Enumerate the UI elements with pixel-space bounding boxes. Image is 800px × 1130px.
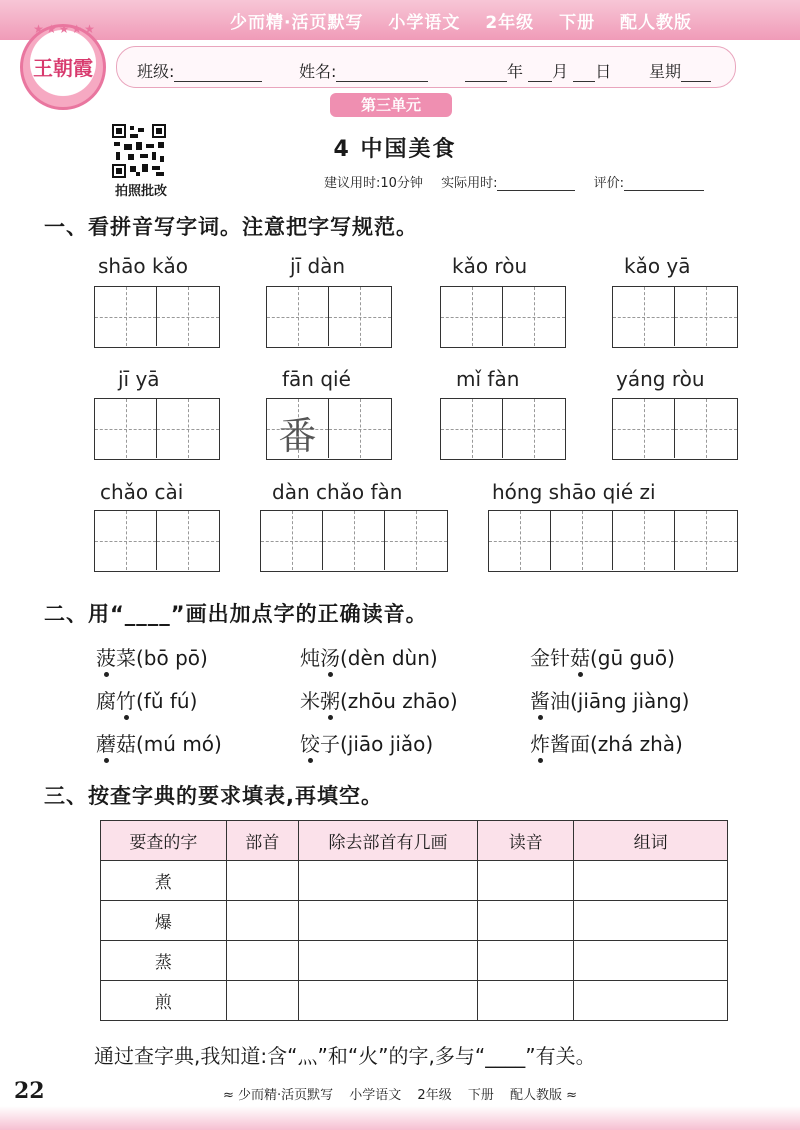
grid-cell[interactable] (261, 511, 323, 570)
grid-cell[interactable] (613, 287, 675, 346)
table-row (101, 861, 728, 901)
table-header: 部首 (226, 821, 298, 861)
name-field[interactable] (299, 59, 428, 82)
series-part: 下册 (559, 13, 596, 33)
date-field[interactable] (465, 59, 611, 82)
lesson-title: 4 中国美食 (333, 137, 457, 162)
footer-part: 配人教版 ≈ (510, 1088, 578, 1103)
reading-item[interactable] (300, 642, 438, 671)
lookup-character: 煮 (101, 861, 227, 901)
grid-cell[interactable] (157, 511, 219, 570)
answer-cell[interactable] (298, 981, 478, 1021)
grid-cell[interactable] (267, 287, 329, 346)
day-label: 日 (595, 62, 612, 81)
grid-cell[interactable] (613, 399, 675, 458)
grid-cell[interactable] (503, 287, 565, 346)
section2-title: 二、用“____”画出加点字的正确读音。 (44, 602, 428, 626)
word-part: 菜(bō pō) (116, 646, 208, 670)
word-part: (gū guō) (590, 646, 675, 670)
answer-cell[interactable] (226, 901, 298, 941)
section3-title: 三、按查字典的要求填表,再填空。 (44, 784, 383, 808)
pinyin-label: fān qié (282, 367, 351, 391)
dotted-character: 粥 (320, 685, 340, 714)
fill-in-sentence[interactable]: 通过查字典,我知道:含“灬”和“火”的字,多与“____”有关。 (94, 1044, 596, 1068)
grid-cell[interactable] (675, 511, 737, 570)
pinyin-label: mǐ fàn (456, 367, 520, 391)
grid-cell[interactable] (385, 511, 447, 570)
dotted-character: 饺 (300, 728, 320, 757)
grid-cell[interactable] (95, 287, 157, 346)
page-number: 22 (14, 1078, 45, 1104)
footer-part: 小学语文 (349, 1088, 402, 1103)
answer-cell[interactable] (574, 941, 728, 981)
year-label: 年 (507, 62, 524, 81)
time-row (324, 172, 704, 191)
word-part: 菇(mú mó) (116, 732, 222, 756)
lookup-character: 煎 (101, 981, 227, 1021)
answer-cell[interactable] (226, 861, 298, 901)
reading-item[interactable] (300, 685, 458, 714)
grid-cell[interactable] (95, 511, 157, 570)
logo-stars-icon: ★★★★★ (33, 22, 97, 36)
section1-title: 一、看拼音写字词。注意把字写规范。 (44, 215, 418, 239)
footer-part: 2年级 (417, 1088, 452, 1103)
table-row (101, 981, 728, 1021)
word-part: 炖 (300, 646, 320, 670)
pinyin-label: shāo kǎo (98, 254, 189, 278)
answer-cell[interactable] (226, 981, 298, 1021)
answer-cell[interactable] (298, 861, 478, 901)
weekday-label: 星期 (649, 62, 682, 81)
qr-code-icon[interactable] (112, 124, 166, 178)
grid-cell[interactable] (675, 287, 737, 346)
reading-item[interactable] (96, 685, 197, 714)
series-title (160, 8, 780, 33)
word-part: 油(jiāng jiàng) (550, 689, 690, 713)
weekday-field[interactable] (649, 59, 711, 82)
pinyin-label: yáng ròu (616, 367, 705, 391)
answer-cell[interactable] (478, 941, 574, 981)
footer-text (190, 1084, 610, 1103)
footer-part: 下册 (467, 1088, 494, 1103)
dotted-character: 酱 (530, 685, 550, 714)
word-part: 腐 (96, 689, 116, 713)
dotted-character: 竹 (116, 685, 136, 714)
name-label: 姓名: (299, 62, 337, 81)
reading-item[interactable] (96, 728, 222, 757)
grid-cell[interactable] (441, 399, 503, 458)
footer-band (0, 1106, 800, 1130)
dictionary-table (100, 820, 728, 1021)
pinyin-label: kǎo yā (624, 254, 691, 278)
qr-label: 拍照批改 (114, 184, 167, 199)
grid-cell[interactable] (267, 399, 329, 458)
reading-item[interactable] (530, 728, 683, 757)
word-part: 子(jiāo jiǎo) (320, 732, 434, 756)
writing-grid[interactable] (266, 398, 392, 460)
reading-item[interactable] (530, 642, 675, 671)
series-part: 小学语文 (388, 13, 461, 33)
class-field[interactable] (137, 59, 262, 82)
grid-cell[interactable] (329, 399, 391, 458)
reading-item[interactable] (530, 685, 689, 714)
pinyin-label: dàn chǎo fàn (272, 480, 403, 504)
series-part: 配人教版 (620, 13, 692, 33)
actual-time-label: 实际用时: (441, 176, 498, 191)
class-label: 班级: (137, 62, 175, 81)
grid-cell[interactable] (441, 287, 503, 346)
table-row (101, 941, 728, 981)
writing-grid[interactable] (94, 510, 220, 572)
pinyin-label: jī yā (118, 367, 160, 391)
table-row (101, 901, 728, 941)
writing-grid[interactable] (266, 286, 392, 348)
writing-grid[interactable] (94, 286, 220, 348)
series-part: 少而精·活页默写 (230, 13, 364, 33)
writing-grid[interactable] (260, 510, 448, 572)
actual-time-field[interactable] (497, 175, 575, 191)
word-part: 米 (300, 689, 320, 713)
word-part: (dèn dùn) (340, 646, 438, 670)
grid-cell[interactable] (323, 511, 385, 570)
writing-grid[interactable] (612, 398, 738, 460)
word-part: 金针 (530, 646, 570, 670)
evaluation-label: 评价: (593, 176, 624, 191)
grid-cell[interactable] (503, 399, 565, 458)
dotted-character: 菇 (570, 642, 590, 671)
table-header: 除去部首有几画 (298, 821, 478, 861)
table-header: 组词 (574, 821, 728, 861)
reading-item[interactable] (96, 642, 208, 671)
writing-grid[interactable] (440, 286, 566, 348)
pinyin-label: chǎo cài (100, 480, 184, 504)
grid-cell[interactable] (157, 287, 219, 346)
answer-cell[interactable] (478, 861, 574, 901)
lookup-character: 蒸 (101, 941, 227, 981)
word-part: (zhōu zhāo) (340, 689, 458, 713)
writing-grid[interactable] (612, 286, 738, 348)
unit-tab: 第三单元 (330, 93, 452, 117)
grid-cell[interactable] (329, 287, 391, 346)
answer-cell[interactable] (574, 861, 728, 901)
answer-cell[interactable] (478, 901, 574, 941)
table-header: 要查的字 (101, 821, 227, 861)
evaluation-field[interactable] (624, 175, 704, 191)
month-label: 月 (552, 62, 569, 81)
table-header-row (101, 821, 728, 861)
dotted-character: 菠 (96, 642, 116, 671)
example-character: 番 (278, 414, 317, 458)
grid-cell[interactable] (489, 511, 551, 570)
series-part: 2年级 (485, 13, 535, 33)
pinyin-label: jī dàn (290, 254, 346, 278)
table-header: 读音 (478, 821, 574, 861)
answer-cell[interactable] (226, 941, 298, 981)
logo-text: 王朝霞 (33, 56, 93, 80)
reading-item[interactable] (300, 728, 433, 757)
grid-cell[interactable] (551, 511, 613, 570)
student-info-bar (116, 46, 736, 88)
footer-part: ≈ 少而精·活页默写 (222, 1088, 334, 1103)
answer-cell[interactable] (574, 981, 728, 1021)
dotted-character: 蘑 (96, 728, 116, 757)
suggested-time: 建议用时:10分钟 (324, 176, 423, 191)
writing-grid[interactable] (440, 398, 566, 460)
grid-cell[interactable] (675, 399, 737, 458)
grid-cell[interactable] (613, 511, 675, 570)
dotted-character: 炸 (530, 728, 550, 757)
grid-cell[interactable] (95, 399, 157, 458)
answer-cell[interactable] (298, 941, 478, 981)
pinyin-label: hóng shāo qié zi (492, 480, 656, 504)
lookup-character: 爆 (101, 901, 227, 941)
dotted-character: 汤 (320, 642, 340, 671)
word-part: 酱面(zhá zhà) (550, 732, 683, 756)
writing-grid[interactable] (94, 398, 220, 460)
writing-grid[interactable] (488, 510, 738, 572)
answer-cell[interactable] (574, 901, 728, 941)
word-part: (fǔ fú) (136, 689, 198, 713)
grid-cell[interactable] (157, 399, 219, 458)
answer-cell[interactable] (478, 981, 574, 1021)
answer-cell[interactable] (298, 901, 478, 941)
pinyin-label: kǎo ròu (452, 254, 528, 278)
